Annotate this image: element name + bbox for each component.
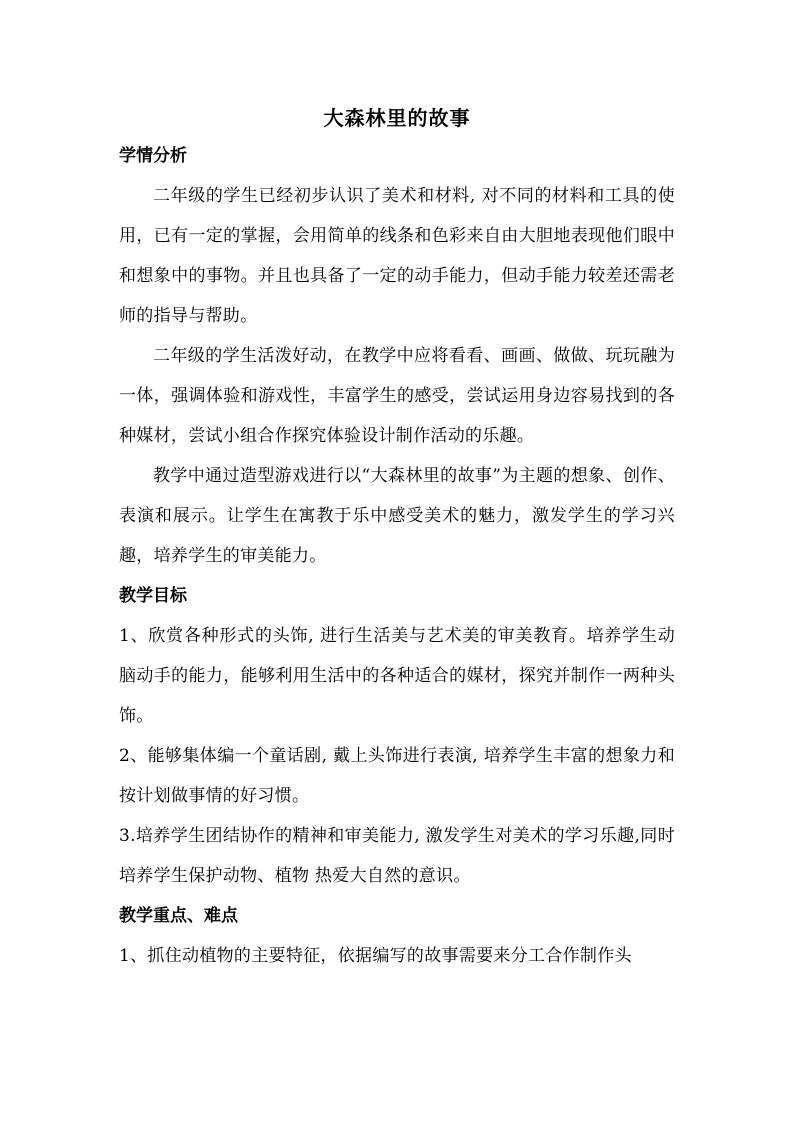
section-heading-student-analysis: 学情分析 — [119, 146, 187, 166]
document-page — [119, 100, 675, 976]
paragraph: 教学中通过造型游戏进行以“大森林里的故事”为主题的想象、创作、表演和展示。让学生在寓教于乐中感受美术的魅力，激发学生的学习兴趣，培养学生的审美能力。 — [119, 466, 675, 566]
key-point-item: 1、抓住动植物的主要特征，依据编写的故事需要来分工合作制作头 — [119, 946, 632, 966]
goal-item: 3.培养学生团结协作的精神和审美能力, 激发学生对美术的学习乐趣,同时培养学生保护动物、植物 热爱大自然的意识。 — [119, 826, 675, 886]
goal-item: 1、欣赏各种形式的头饰, 进行生活美与艺术美的审美教育。培养学生动脑动手的能力，能够利用生活中的各种适合的媒材，探究并制作一两种头饰。 — [119, 626, 675, 726]
goal-item: 2、能够集体编一个童话剧, 戴上头饰进行表演, 培养学生丰富的想象力和按计划做事情的好习惯。 — [119, 746, 675, 806]
paragraph: 二年级的学生已经初步认识了美术和材料, 对不同的材料和工具的使用，已有一定的掌握，会用简单的线条和色彩来自由大胆地表现他们眼中和想象中的事物。并且也具备了一定的动手能力，但动手能力较差还需老师的指导与帮助。 — [119, 186, 675, 326]
section-heading-teaching-goals: 教学目标 — [119, 586, 187, 606]
paragraph: 二年级的学生活泼好动，在教学中应将看看、画画、做做、玩玩融为一体，强调体验和游戏性，丰富学生的感受，尝试运用身边容易找到的各种媒材，尝试小组合作探究体验设计制作活动的乐趣。 — [119, 346, 675, 446]
document-title: 大森林里的故事 — [323, 106, 471, 130]
section-heading-key-points: 教学重点、难点 — [119, 906, 238, 926]
